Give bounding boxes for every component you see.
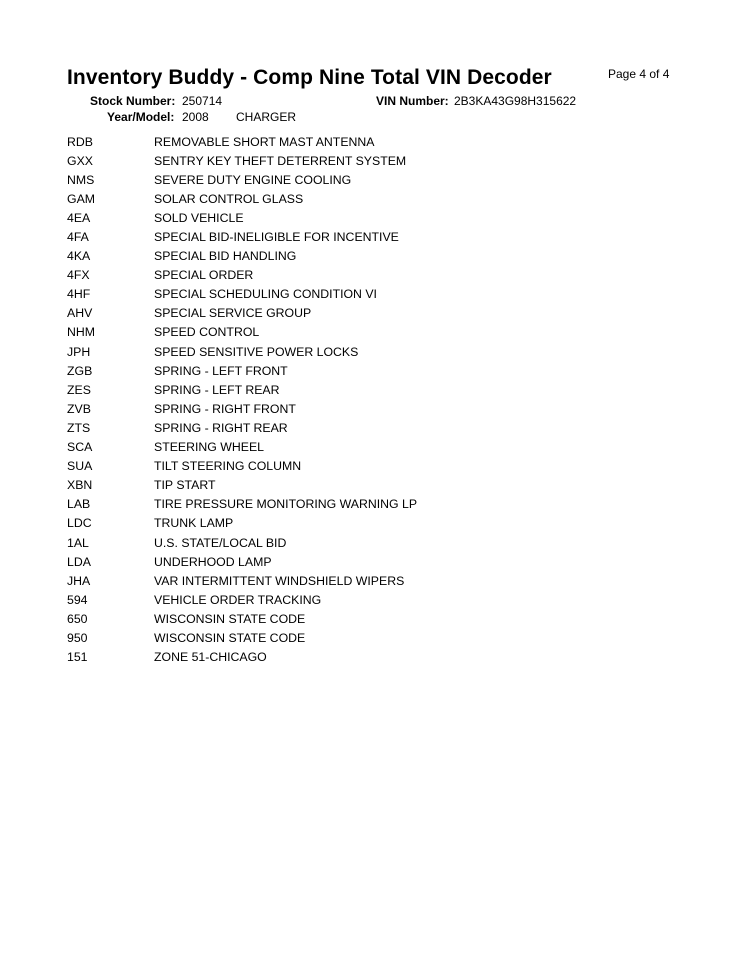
code-row: [67, 132, 417, 151]
option-code-list: [67, 132, 417, 667]
option-description: SPRING - RIGHT FRONT: [154, 401, 296, 416]
code-row: [67, 361, 417, 380]
option-code: AHV: [67, 306, 93, 321]
stock-number-value: 250714: [182, 94, 223, 108]
code-row: [67, 227, 417, 246]
code-row: [67, 189, 417, 208]
option-code: JHA: [67, 573, 91, 588]
option-description: SPECIAL BID-INELIGIBLE FOR INCENTIVE: [154, 230, 399, 245]
option-description: ZONE 51-CHICAGO: [154, 650, 267, 665]
option-code: LDA: [67, 554, 91, 569]
code-row: [67, 552, 417, 571]
model-value: CHARGER: [236, 110, 297, 124]
code-row: [67, 514, 417, 533]
option-description: SOLD VEHICLE: [154, 210, 244, 225]
code-row: [67, 533, 417, 552]
code-row: [67, 495, 417, 514]
option-code: ZGB: [67, 363, 93, 378]
option-code: NMS: [67, 172, 95, 187]
option-description: TIP START: [154, 478, 216, 493]
option-code: JPH: [67, 344, 91, 359]
code-row: [67, 476, 417, 495]
option-description: TIRE PRESSURE MONITORING WARNING LP: [154, 497, 418, 512]
option-code: GAM: [67, 191, 96, 206]
option-code: 4HF: [67, 287, 91, 302]
option-code: 1AL: [67, 535, 89, 550]
option-code: LDC: [67, 516, 92, 531]
code-row: [67, 418, 417, 437]
option-code: 4FX: [67, 268, 90, 283]
code-row: [67, 208, 417, 227]
option-description: TRUNK LAMP: [154, 516, 234, 531]
option-description: SPECIAL SERVICE GROUP: [154, 306, 312, 321]
option-code: GXX: [67, 153, 93, 168]
option-code: 650: [67, 611, 88, 626]
vin-number-label: VIN Number:: [376, 94, 449, 108]
option-code: ZES: [67, 382, 91, 397]
option-description: REMOVABLE SHORT MAST ANTENNA: [154, 134, 375, 149]
code-row: [67, 648, 417, 667]
code-row: [67, 170, 417, 189]
option-description: SPECIAL ORDER: [154, 268, 254, 283]
code-row: [67, 590, 417, 609]
option-code: ZVB: [67, 401, 91, 416]
option-description: VAR INTERMITTENT WINDSHIELD WIPERS: [154, 573, 405, 588]
code-row: [67, 151, 417, 170]
code-row: [67, 247, 417, 266]
option-description: WISCONSIN STATE CODE: [154, 611, 306, 626]
year-value: 2008: [182, 110, 209, 124]
option-code: 4KA: [67, 249, 91, 264]
option-code: LAB: [67, 497, 91, 512]
code-row: [67, 266, 417, 285]
option-code: 4FA: [67, 230, 89, 245]
option-description: SPRING - RIGHT REAR: [154, 420, 288, 435]
option-code: 594: [67, 592, 88, 607]
option-description: UNDERHOOD LAMP: [154, 554, 272, 569]
option-code: 151: [67, 650, 88, 665]
year-model-label: Year/Model:: [107, 110, 175, 124]
option-description: SPECIAL BID HANDLING: [154, 249, 297, 264]
code-row: [67, 457, 417, 476]
option-description: U.S. STATE/LOCAL BID: [154, 535, 287, 550]
option-code: RDB: [67, 134, 93, 149]
option-code: SUA: [67, 459, 93, 474]
option-description: SENTRY KEY THEFT DETERRENT SYSTEM: [154, 153, 407, 168]
option-description: SPEED CONTROL: [154, 325, 260, 340]
vin-number-value: 2B3KA43G98H315622: [454, 94, 577, 108]
option-code: 950: [67, 630, 88, 645]
page-title: Inventory Buddy - Comp Nine Total VIN Decoder: [67, 66, 552, 89]
option-description: SPRING - LEFT REAR: [154, 382, 280, 397]
page-number: Page 4 of 4: [608, 67, 670, 81]
option-description: STEERING WHEEL: [154, 440, 265, 455]
option-code: NHM: [67, 325, 96, 340]
code-row: [67, 380, 417, 399]
code-row: [67, 342, 417, 361]
code-row: [67, 399, 417, 418]
code-row: [67, 571, 417, 590]
option-code: 4EA: [67, 210, 91, 225]
option-description: SPEED SENSITIVE POWER LOCKS: [154, 344, 359, 359]
option-description: WISCONSIN STATE CODE: [154, 630, 306, 645]
option-code: XBN: [67, 478, 93, 493]
code-row: [67, 323, 417, 342]
option-description: VEHICLE ORDER TRACKING: [154, 592, 322, 607]
option-description: SOLAR CONTROL GLASS: [154, 191, 304, 206]
code-row: [67, 438, 417, 457]
stock-number-label: Stock Number:: [90, 94, 176, 108]
code-row: [67, 609, 417, 628]
code-row: [67, 285, 417, 304]
code-row: [67, 628, 417, 647]
option-description: TILT STEERING COLUMN: [154, 459, 302, 474]
option-code: SCA: [67, 440, 93, 455]
code-row: [67, 304, 417, 323]
option-code: ZTS: [67, 420, 91, 435]
option-description: SEVERE DUTY ENGINE COOLING: [154, 172, 352, 187]
option-description: SPECIAL SCHEDULING CONDITION VI: [154, 287, 377, 302]
option-description: SPRING - LEFT FRONT: [154, 363, 288, 378]
